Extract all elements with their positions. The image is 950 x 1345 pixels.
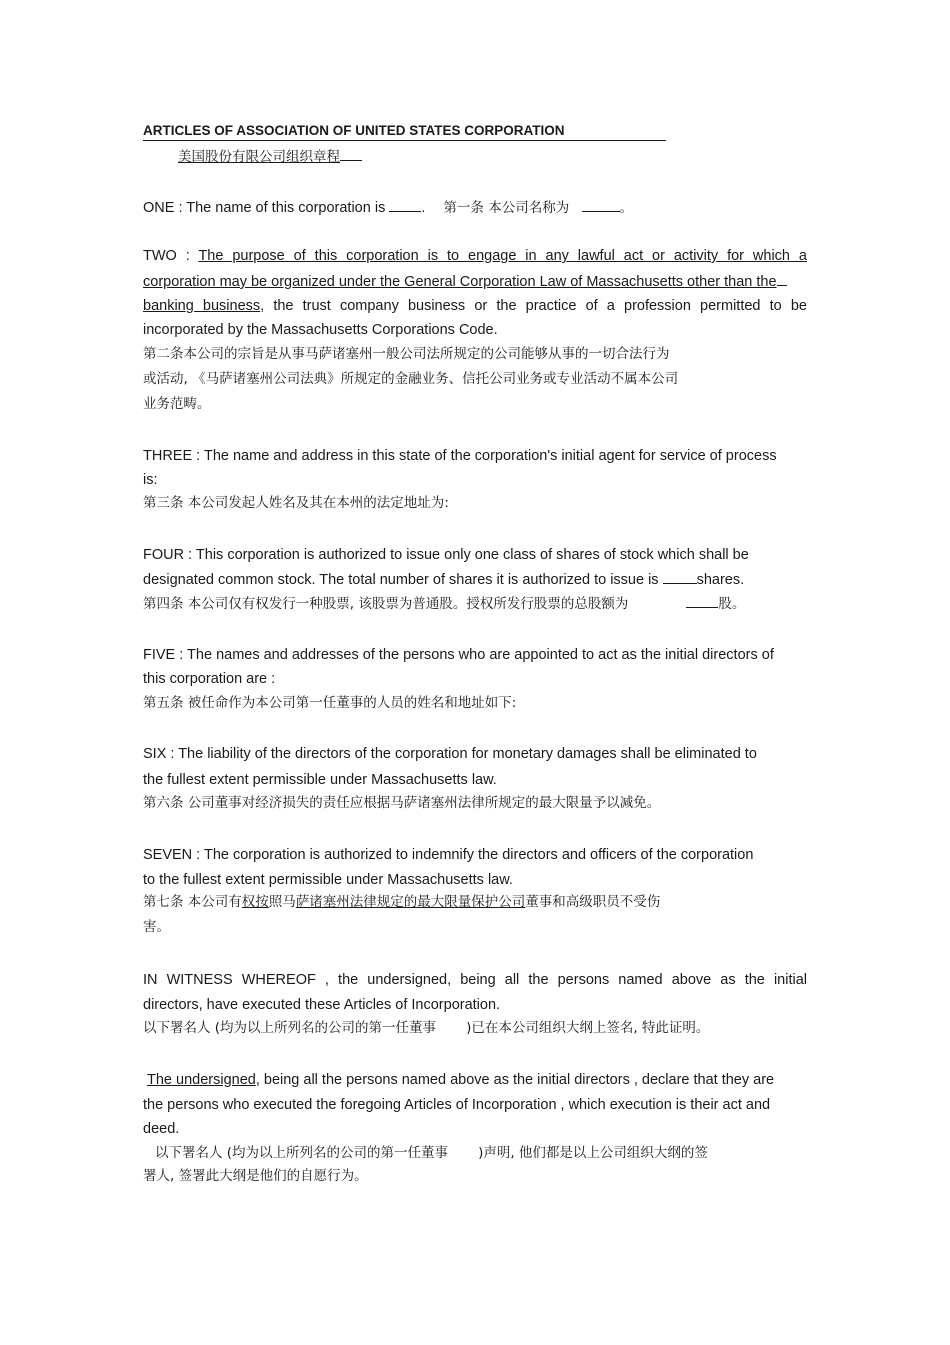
article-two-line3 (143, 297, 807, 315)
article-five-line1: FIVE : The names and addresses of the persons who are appointed to act as the initial directors of (143, 647, 774, 663)
undersigned-line2: the persons who executed the foregoing Articles of Incorporation , which execution is their act and (143, 1097, 771, 1113)
shares-blank-zh (686, 594, 718, 608)
article-five-line2: this corporation are : (143, 671, 276, 687)
article-seven-line1: SEVEN : The corporation is authorized to indemnify the directors and officers of the corporation (143, 847, 754, 863)
article-four-text2: designated common stock. The total number of shares it is authorized to issue is (143, 572, 663, 588)
article-seven-zh-d: 萨诸塞州法律规定的最大限量保护公司 (295, 894, 526, 910)
article-six-line1: SIX : The liability of the directors of the corporation for monetary damages shall be eliminated to (143, 746, 757, 762)
article-seven-line2: to the fullest extent permissible under Massachusetts law. (143, 872, 513, 888)
article-one-en: ONE : The name of this corporation is (143, 200, 390, 216)
name-blank-zh (582, 198, 620, 212)
witness-zh-a: 以下署名人 (均为以上所列名的公司的第一任董事 (143, 1020, 437, 1036)
article-five-zh: 第五条 被任命作为本公司第一任董事的人员的姓名和地址如下: (143, 695, 517, 711)
title-zh: 美国股份有限公司组织章程 (178, 149, 340, 165)
article-one-zh-end: 。 (619, 200, 634, 216)
witness-zh-b: )已在本公司组织大纲上签名, 特此证明。 (466, 1020, 710, 1036)
article-seven-zh-b: 权按 (241, 894, 269, 910)
undersigned-line1 (147, 1071, 774, 1089)
article-six-zh: 第六条 公司董事对经济损失的责任应根据马萨诸塞州法律所规定的最大限量予以减免。 (143, 795, 661, 811)
undersigned-zh2: 署人, 签署此大纲是他们的自愿行为。 (143, 1168, 368, 1184)
article-two-line4: incorporated by the Massachusetts Corporations Code. (143, 322, 498, 338)
article-two-text3: , the trust company business or the practice of a profession permitted to be (260, 298, 807, 314)
article-two-banking: banking business (143, 298, 261, 314)
article-two-zh3: 业务范畴。 (143, 396, 211, 412)
article-one-period: . (421, 200, 426, 216)
undersigned-zh1 (155, 1144, 708, 1162)
article-four-shares: shares. (696, 572, 745, 588)
witness-zh (143, 1019, 709, 1037)
article-four-line2 (143, 570, 744, 589)
name-blank (389, 198, 421, 212)
undersigned-term: The undersigned (147, 1072, 256, 1088)
article-six-line2: the fullest extent permissible under Massachusetts law. (143, 772, 497, 788)
article-three-line2: is: (143, 472, 158, 488)
article-one (143, 198, 633, 217)
article-seven-zh2: 害。 (143, 919, 170, 935)
article-two-zh1: 第二条本公司的宗旨是从事马萨诸塞州一般公司法所规定的公司能够从事的一切合法行为 (143, 346, 670, 362)
article-two-text2: corporation may be organized under the General Corporation Law of Massachusetts other than the (143, 274, 777, 290)
article-one-zh: 第一条 本公司名称为 (443, 200, 574, 216)
undersigned-text1: , being all the persons named above as the initial directors , declare that they are (255, 1072, 775, 1088)
undersigned-zh-b: )声明, 他们都是以上公司组织大纲的签 (478, 1145, 708, 1161)
article-seven-zh-e: 董事和高级职员不受伤 (525, 894, 661, 910)
shares-blank (663, 570, 697, 584)
article-two-label: TWO : (143, 248, 190, 264)
article-two-text1: The purpose of this corporation is to engage in any lawful act or activity for which a (198, 248, 807, 264)
article-seven-zh-a: 第七条 本公司有 (143, 894, 242, 910)
article-seven-zh1 (143, 893, 660, 911)
article-two-zh2: 或活动, 《马萨诸塞州公司法典》所规定的金融业务、信托公司业务或专业活动不属本公司 (143, 371, 679, 387)
article-seven-zh-c: 照马 (268, 894, 296, 910)
article-four-zh-text: 第四条 本公司仅有权发行一种股票, 该股票为普通股。授权所发行股票的总股额为 (143, 596, 629, 612)
document-title (143, 122, 666, 141)
article-three-zh: 第三条 本公司发起人姓名及其在本州的法定地址为: (143, 495, 449, 511)
article-four-zh-end: 股。 (718, 596, 746, 612)
article-two-line1 (143, 247, 807, 265)
article-four-line1: FOUR : This corporation is authorized to issue only one class of shares of stock which shall be (143, 547, 749, 563)
article-four-zh (143, 594, 745, 613)
witness-line1: IN WITNESS WHEREOF , the undersigned, being all the persons named above as the initial (143, 972, 807, 988)
undersigned-line3: deed. (143, 1121, 180, 1137)
article-three-line1: THREE : The name and address in this state of the corporation's initial agent for service of process (143, 448, 777, 464)
article-two-line2 (143, 272, 787, 291)
document-subtitle (178, 147, 362, 166)
title-en: ARTICLES OF ASSOCIATION OF UNITED STATES CORPORATION (143, 123, 565, 138)
undersigned-zh-a: 以下署名人 (均为以上所列名的公司的第一任董事 (155, 1145, 449, 1161)
witness-line2: directors, have executed these Articles of Incorporation. (143, 997, 501, 1013)
